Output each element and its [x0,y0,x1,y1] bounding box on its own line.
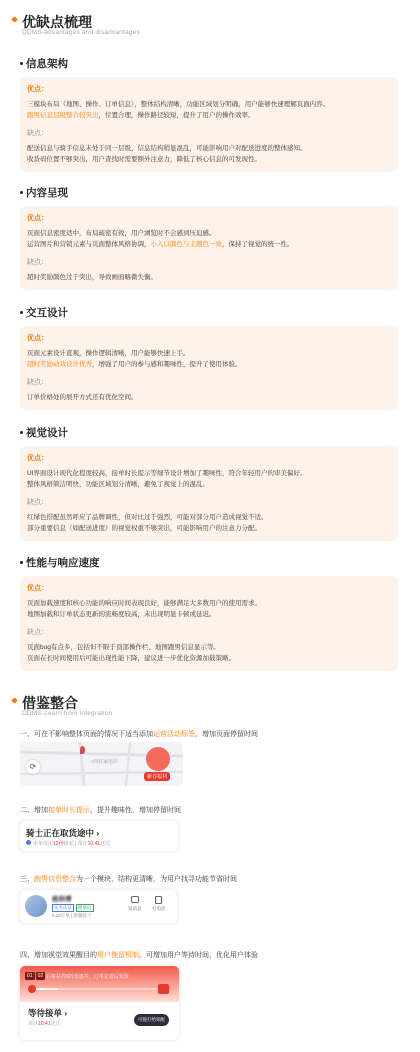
cons-label: 缺点： [27,499,48,506]
banner-text: 后将获得8折优惠券，订单完成后发放 [46,974,129,980]
pros-line: 页面加载速度和核心功能的响应时间表现良好，能够满足大多数用户的使用需求。 [27,600,261,607]
rider-badges: 实名认证 健康码 [54,905,92,910]
block-title: 视觉设计 [20,425,68,440]
section-subtitle: DDMS-Learn from integration [22,710,113,717]
bullet-dot-icon [20,191,23,194]
learn-item: 二、增加接单时长提示，提升趣味性，增加停留时间 [20,807,181,814]
activity-tag[interactable]: 新春福利 [144,772,170,781]
review-card [20,206,398,290]
pros-line: 跑男信息层级整合较突出，位置合理，操作路径较短，提升了用户的操作效率。 [27,112,255,119]
chevron-right-icon: › [96,828,100,838]
phone-icon [155,896,162,904]
pros-label: 优点： [27,585,48,592]
map-poi-label: ○西农家电店 [90,759,119,765]
bullet-dot-icon [20,311,23,314]
block-title: 性能与响应速度 [20,555,100,570]
pros-label: 优点： [27,455,48,462]
cons-label: 缺点： [27,130,48,137]
bullet-dot-icon [20,561,23,564]
rider-info-screenshot [20,890,177,923]
orange-dot-icon [12,698,17,703]
section-title-learn: 借鉴整合 [12,693,78,713]
waiting-eta: 预计10:41送达 [28,1021,61,1027]
pros-line: 页面信息密度适中，布局疏密有致，用户浏览时不会感到压迫感。 [27,230,216,237]
courier-status-screenshot [20,821,178,851]
cons-line: 部分重要信息（如配送进度）的视觉权重不够突出，可能影响用户的注意力分配。 [27,525,261,532]
refresh-icon[interactable]: ⟳ [26,760,40,774]
pros-line: 运营图片和营销元素与页面整体风格协调，小入口颜色与主题色一致，保持了视觉的统一性。 [27,241,294,248]
cons-label: 缺点： [27,259,48,266]
pros-line: UI界面设计现代化程度较高，接单时长提示等细节设计增加了趣味性，符合年轻用户的审美偏好。 [27,470,307,477]
courier-status-title: 骑士正在取货途中 › [26,828,100,838]
learn-item: 三、跑男信息整合为一个模块，结构更清晰，为用户找寻功能节省时间 [20,876,237,883]
message-button[interactable]: 发消息 [128,896,142,912]
orange-dot-icon [12,17,17,22]
coupon-icon [158,984,169,994]
message-icon [131,896,139,903]
pros-line: 页面元素设计直观，操作逻辑清晰，用户能够快速上手。 [27,350,190,357]
section-subtitle: DDMS-advantages and disadvantages [22,29,140,36]
pros-line: 三模块布局（地图、操作、订单信息），整体结构清晰，功能区域划分明确，用户能够快速理解页面内容。 [27,101,330,108]
cons-line: 红绿色搭配虽然呼应了品牌调性，但对比过于强烈，可能对部分用户造成视觉不适。 [27,514,268,521]
courier-status-sub: 本单仅用12秒接起 | 预计10:41送达 [26,840,110,847]
pros-line: 超时奖励动效设计优秀，增强了用户的参与感和趣味性，提升了使用体验。 [27,361,242,368]
chevron-right-icon: › [64,1008,68,1018]
block-title: 信息架构 [20,56,68,71]
waiting-title: 等待接单 › [28,1008,68,1018]
progress-start-icon [28,985,36,993]
cons-line: 收货码位置不够突出，用户查找时需要额外注意力，降低了核心信息的可发现性。 [27,156,261,163]
learn-item: 四、增加视觉效果醒目的用户挽留机制，可增加用户等待时间，优化用户体验 [20,952,258,959]
retention-screenshot [20,966,179,1040]
pros-line: 地图加载和订单状态更新的流畅度较高，未出现明显卡顿或延迟。 [27,611,216,618]
pros-label: 优点： [27,86,48,93]
bullet-dot-icon [20,62,23,65]
location-pin-icon [80,746,85,754]
review-card [20,446,398,541]
review-card [20,326,398,410]
gift-icon [146,747,170,771]
cons-line: 超时奖励颜色过于突出，导致画面略微失衡。 [27,274,157,281]
block-title: 内容呈现 [20,185,68,200]
pros-label: 优点： [27,215,48,222]
clock-icon [26,840,31,845]
cons-label: 缺点： [27,379,48,386]
call-button[interactable]: 打电话 [152,896,166,912]
pros-label: 优点： [27,335,48,342]
cons-line: 订单价格处的展开方式还有优化空间。 [27,394,138,401]
cons-line: 页面bug有点多，包括但不限于顶部操作栏、地图跑男信息显示等。 [27,644,220,651]
rider-stats: 5.10万单 | 新疆骑士 [52,913,92,918]
review-card [20,576,398,671]
avatar [25,895,47,917]
tooltip: 可拨打给知配 [134,1014,169,1026]
cons-line: 配送信息与骑手信息未处于同一层级，信息结构稍显混乱，可能影响用户对配送进度的整体感知。 [27,145,307,152]
rider-name: 姚师傅 [52,896,72,903]
learn-item: 一、可在不影响整体页面的情况下适当添加运营活动标签，增加页面停留时间 [20,731,258,738]
section-title-pros-cons: 优缺点梳理 [12,12,92,32]
review-card [20,77,398,172]
block-title: 交互设计 [20,305,68,320]
map-activity-screenshot [20,742,183,786]
countdown: 01 02 [27,973,44,979]
bullet-dot-icon [20,431,23,434]
cons-line: 页面在长时间使用后可能出现性能下降，建议进一步优化资源加载策略。 [27,655,235,662]
cons-label: 缺点： [27,629,48,636]
pros-line: 整体风格简洁明快，功能区域划分清晰，避免了视觉上的混乱。 [27,481,209,488]
